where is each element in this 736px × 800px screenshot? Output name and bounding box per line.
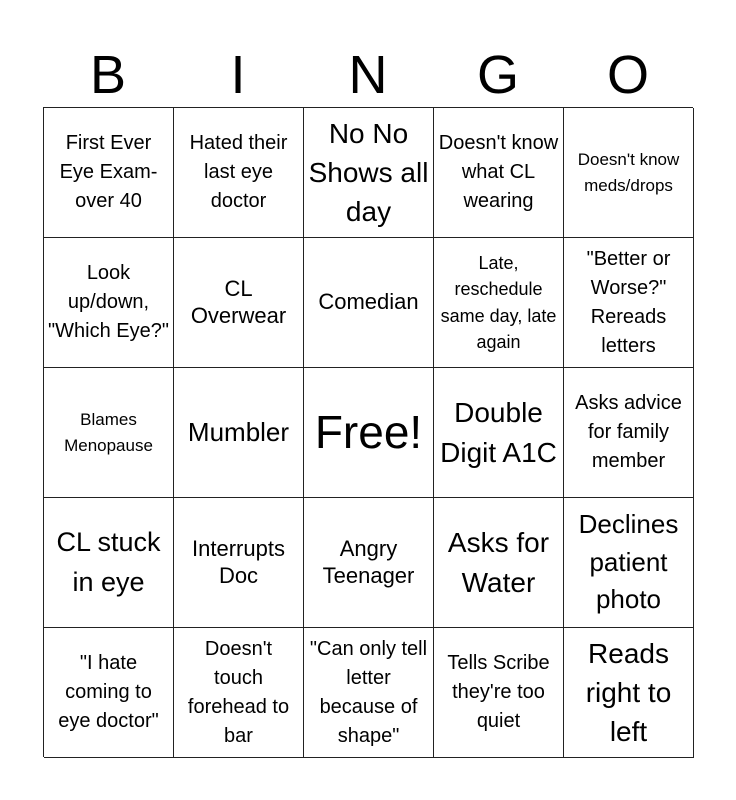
bingo-cell-r3-c2[interactable]: Angry Teenager (304, 498, 434, 628)
header-letter-n: N (348, 45, 388, 105)
bingo-cell-free[interactable]: Free! (304, 368, 434, 498)
header-letter-o: O (606, 45, 649, 105)
bingo-cell-r4-c4[interactable]: Reads right to left (564, 628, 694, 758)
bingo-cell-r0-c2[interactable]: No No Shows all day (304, 108, 434, 238)
bingo-cell-r2-c0[interactable]: Blames Menopause (44, 368, 174, 498)
bingo-cell-r4-c1[interactable]: Doesn't touch forehead to bar (174, 628, 304, 758)
bingo-cell-r0-c1[interactable]: Hated their last eye doctor (174, 108, 304, 238)
bingo-cell-r2-c1[interactable]: Mumbler (174, 368, 304, 498)
bingo-cell-r0-c3[interactable]: Doesn't know what CL wearing (434, 108, 564, 238)
bingo-cell-r1-c1[interactable]: CL Overwear (174, 238, 304, 368)
bingo-cell-r0-c0[interactable]: First Ever Eye Exam- over 40 (44, 108, 174, 238)
bingo-cell-r3-c4[interactable]: Declines patient photo (564, 498, 694, 628)
bingo-cell-r1-c4[interactable]: "Better or Worse?" Rereads letters (564, 238, 694, 368)
bingo-cell-r4-c0[interactable]: "I hate coming to eye doctor" (44, 628, 174, 758)
bingo-cell-r1-c3[interactable]: Late, reschedule same day, late again (434, 238, 564, 368)
bingo-cell-r1-c0[interactable]: Look up/down, "Which Eye?" (44, 238, 174, 368)
bingo-header (43, 44, 693, 106)
bingo-cell-r1-c2[interactable]: Comedian (304, 238, 434, 368)
bingo-cell-r3-c3[interactable]: Asks for Water (434, 498, 564, 628)
header-letter-g: G (476, 45, 519, 105)
bingo-cell-r3-c1[interactable]: Interrupts Doc (174, 498, 304, 628)
bingo-cell-r2-c4[interactable]: Asks advice for family member (564, 368, 694, 498)
bingo-cell-r2-c3[interactable]: Double Digit A1C (434, 368, 564, 498)
bingo-cell-r0-c4[interactable]: Doesn't know meds/drops (564, 108, 694, 238)
header-letter-b: B (89, 45, 127, 105)
bingo-cell-r4-c3[interactable]: Tells Scribe they're too quiet (434, 628, 564, 758)
bingo-cell-r4-c2[interactable]: "Can only tell letter because of shape" (304, 628, 434, 758)
bingo-cell-r3-c0[interactable]: CL stuck in eye (44, 498, 174, 628)
header-letter-i: I (230, 45, 246, 105)
bingo-card (43, 107, 693, 757)
